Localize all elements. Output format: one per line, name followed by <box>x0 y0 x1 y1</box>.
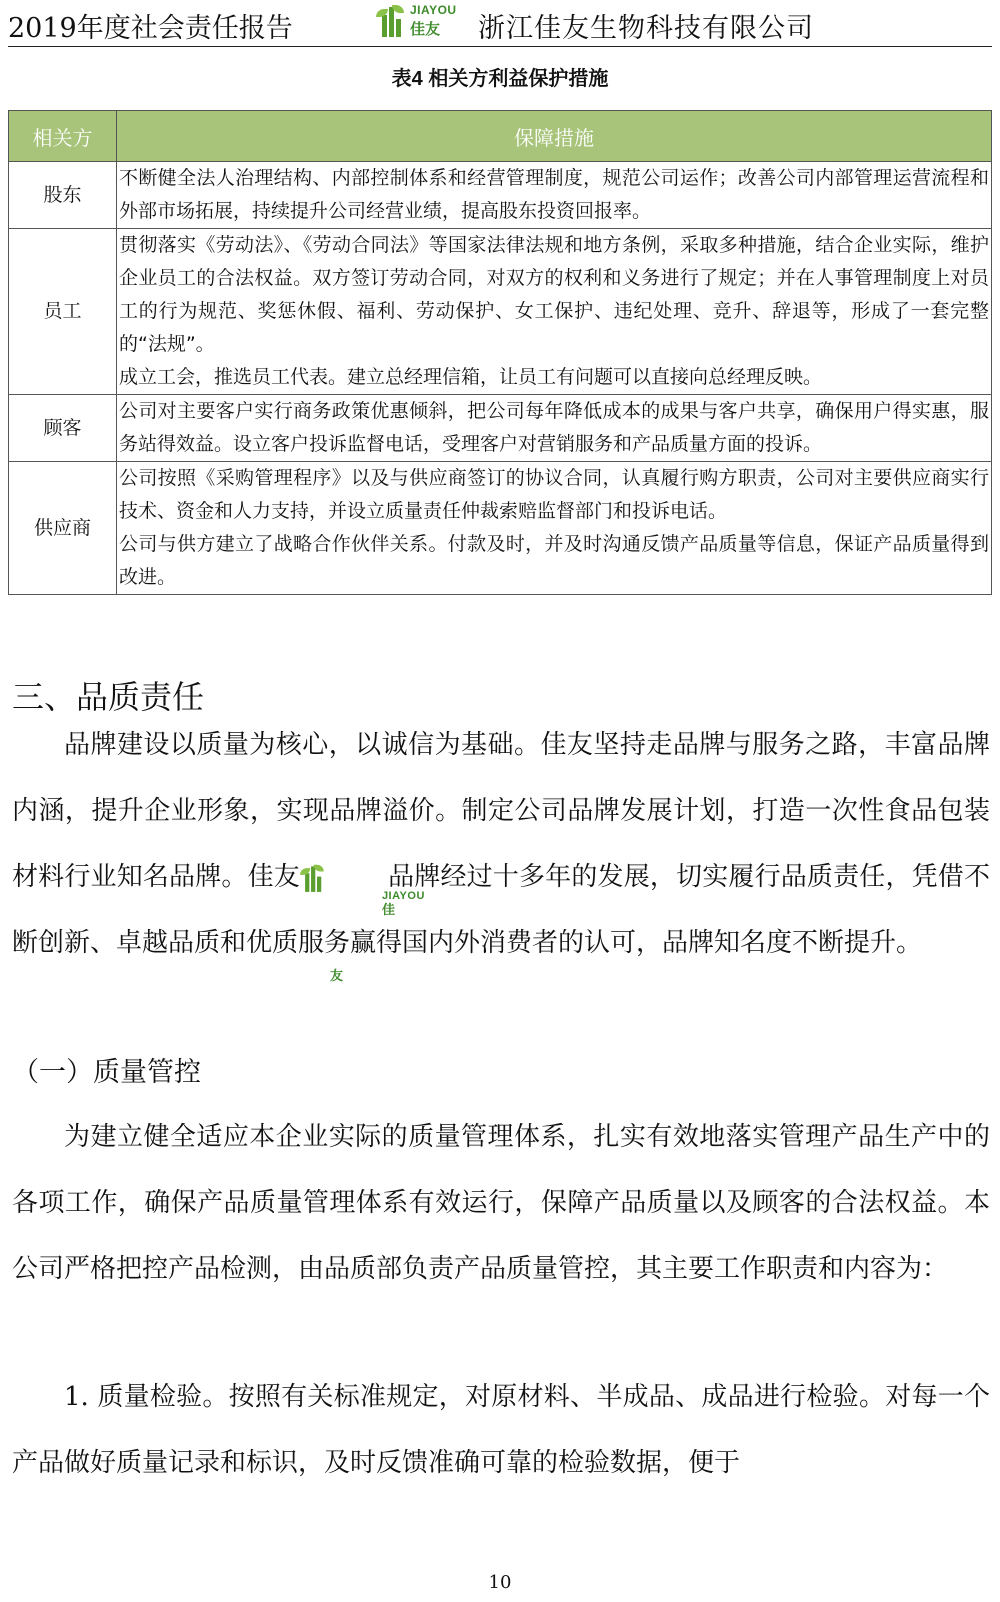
table-header-row <box>9 111 992 162</box>
measure-text: 公司按照《采购管理程序》以及与供应商签订的协议合同，认真履行购方职责，公司对主要供应商实行技术、资金和人力支持，并设立质量责任仲裁索赔监督部门和投诉电话。 <box>119 467 989 522</box>
brand-paragraph-text: 品牌建设以质量为核心，以诚信为基础。佳友坚持走品牌与服务之路，丰富品牌内涵，提升企业形象，实现品牌溢价。制定公司品牌发展计划，打造一次性食品包装材料行业知名品牌。佳友 <box>12 730 990 892</box>
table-caption: 表4 相关方利益保护措施 <box>391 68 609 90</box>
party-cell: 股东 <box>9 162 117 229</box>
company-name: 浙江佳友生物科技有限公司 <box>478 13 814 44</box>
measure-text: 公司与供方建立了战略合作伙伴关系。付款及时，并及时沟通反馈产品质量等信息，保证产品质量得到改进。 <box>119 533 989 588</box>
inspection-paragraph: 1. 质量检验。按照有关标准规定，对原材料、半成品、成品进行检验。对每一个产品做好质量记录和标识，及时反馈准确可靠的检验数据，便于 <box>12 1382 990 1478</box>
logo-text-cn: 佳友 <box>329 902 395 983</box>
brand-paragraph-text-cont: 品牌经过十多年的发展，切实履行品质责任，凭借不断创新、卓越品质和优质服务赢得国内外消费者的认可，品牌知名度不断提升。 <box>12 862 990 958</box>
subsection-title: （一）质量管控 <box>12 1057 201 1088</box>
measure-text: 公司对主要客户实行商务政策优惠倾斜，把公司每年降低成本的成果与客户共享，确保用户得实惠，服务站得效益。设立客户投诉监督电话，受理客户对营销服务和产品质量方面的投诉。 <box>119 400 989 455</box>
logo-text-en: JIAYOU <box>381 890 425 902</box>
measure-text: 不断健全法人治理结构、内部控制体系和经营管理制度，规范公司运作；改善公司内部管理运营流程和外部市场拓展，持续提升公司经营业绩，提高股东投资回报率。 <box>119 167 989 222</box>
measures-cell <box>117 462 992 595</box>
measures-cell <box>117 162 992 229</box>
logo-text-en: JIAYOU <box>410 3 457 17</box>
column-header-party: 相关方 <box>9 111 117 162</box>
table-row <box>9 162 992 229</box>
inline-logo <box>300 863 425 983</box>
section-title: 三、品质责任 <box>12 678 205 716</box>
measures-cell <box>117 395 992 462</box>
table-row <box>9 229 992 395</box>
column-header-measures: 保障措施 <box>117 111 992 162</box>
party-cell: 顾客 <box>9 395 117 462</box>
measure-text: 贯彻落实《劳动法》、《劳动合同法》等国家法律法规和地方条例，采取多种措施，结合企业实际，维护企业员工的合法权益。双方签订劳动合同，对双方的权利和义务进行了规定；并在人事管理制度上对员工的行为规范、奖惩休假、福利、劳动保护、女工保护、违纪处理、竞升、辞退等，形成了一套完整的“法规”。 <box>119 234 989 355</box>
table-row <box>9 395 992 462</box>
company-logo <box>376 3 472 37</box>
page-number: 10 <box>488 1572 512 1593</box>
logo-text-cn: 佳友 <box>410 21 441 38</box>
party-cell: 供应商 <box>9 462 117 595</box>
brand-paragraph <box>12 712 990 983</box>
table-row <box>9 462 992 595</box>
measures-cell <box>117 229 992 395</box>
measure-text: 成立工会，推选员工代表。建立总经理信箱，让员工有问题可以直接向总经理反映。 <box>119 366 823 388</box>
leaf-logo-icon <box>300 863 326 892</box>
party-cell: 员工 <box>9 229 117 395</box>
quality-paragraph: 为建立健全适应本企业实际的质量管理体系，扎实有效地落实管理产品生产中的各项工作，确保产品质量管理体系有效运行，保障产品质量以及顾客的合法权益。本公司严格把控产品检测，由品质部负责产品质量管控，其主要工作职责和内容为： <box>12 1122 990 1284</box>
report-title: 2019年度社会责任报告 <box>8 13 293 44</box>
stakeholder-table <box>8 110 992 595</box>
page-header <box>8 0 992 47</box>
leaf-logo-icon <box>376 3 406 37</box>
